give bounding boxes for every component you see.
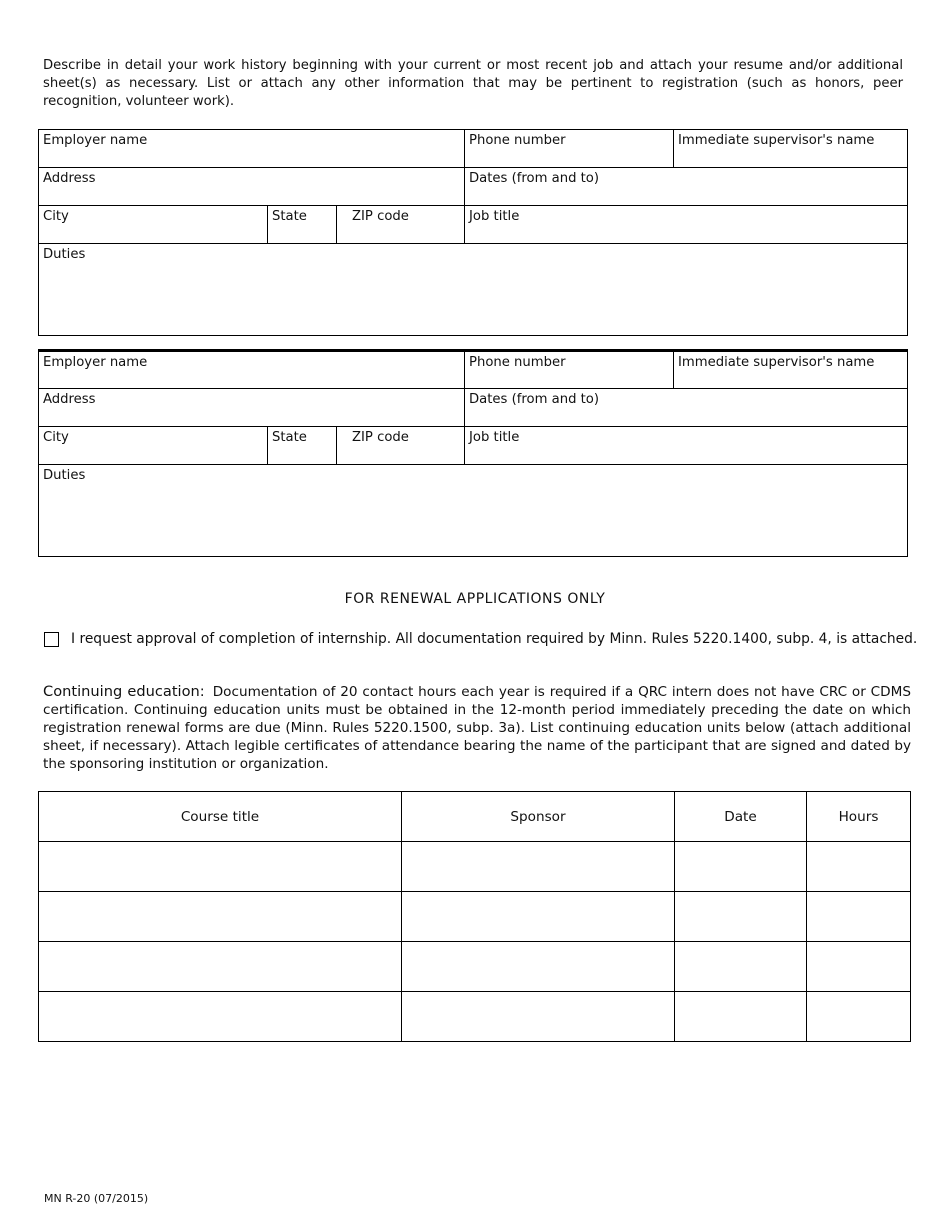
table-row (39, 992, 911, 1042)
state-field[interactable] (268, 206, 337, 244)
sponsor-header: Sponsor (402, 792, 675, 842)
sponsor-cell[interactable] (402, 892, 675, 942)
zip-label: ZIP code (352, 430, 409, 445)
address-field[interactable] (39, 168, 465, 206)
course-table-header (39, 792, 911, 842)
employer-name-label: Employer name (43, 355, 148, 370)
internship-approval-checkbox[interactable] (44, 632, 59, 647)
employer-name-field[interactable] (39, 351, 465, 389)
renewal-section-title: FOR RENEWAL APPLICATIONS ONLY (344, 591, 606, 607)
employer-name-field[interactable] (39, 130, 465, 168)
employment-block-1 (38, 129, 908, 336)
job-title-field[interactable] (465, 206, 908, 244)
internship-approval-label: I request approval of completion of internship. All documentation required by Minn. Rules 5220.1400, subp. 4, is attached. (71, 631, 918, 647)
date-cell[interactable] (675, 942, 807, 992)
date-cell[interactable] (675, 842, 807, 892)
job-title-field[interactable] (465, 427, 908, 465)
table-row (39, 892, 911, 942)
date-header: Date (675, 792, 807, 842)
hours-cell[interactable] (807, 992, 911, 1042)
zip-field[interactable] (337, 427, 465, 465)
course-title-cell[interactable] (39, 842, 402, 892)
date-cell[interactable] (675, 892, 807, 942)
city-field[interactable] (39, 427, 268, 465)
supervisor-label: Immediate supervisor's name (678, 355, 875, 370)
continuing-education-description: Documentation of 20 contact hours each year is required if a QRC intern does not have CRC or CDMS certification. Continuing education units must be obtained in the 12-month period immediately preceding the date on which registration renewal forms are due (Minn. Rules 5220.1500, subp. 3a). List continuing education units below (attach additional sheet, if necessary). Attach legible certificates of attendance bearing the name of the participant that are signed and dated by the sponsoring institution or organization. (43, 684, 911, 772)
state-label: State (272, 209, 307, 224)
date-cell[interactable] (675, 992, 807, 1042)
address-field[interactable] (39, 389, 465, 427)
duties-field[interactable] (39, 244, 908, 336)
duties-label: Duties (43, 468, 86, 483)
course-title-cell[interactable] (39, 942, 402, 992)
job-title-label: Job title (469, 209, 520, 224)
hours-header: Hours (807, 792, 911, 842)
continuing-education-text (43, 683, 911, 773)
city-label: City (43, 430, 69, 445)
address-label: Address (43, 171, 96, 186)
phone-number-field[interactable] (465, 351, 674, 389)
hours-cell[interactable] (807, 892, 911, 942)
phone-number-label: Phone number (469, 133, 566, 148)
course-title-header: Course title (39, 792, 402, 842)
form-id-footer: MN R-20 (07/2015) (44, 1192, 149, 1205)
dates-field[interactable] (465, 389, 908, 427)
hours-cell[interactable] (807, 842, 911, 892)
sponsor-cell[interactable] (402, 942, 675, 992)
dates-label: Dates (from and to) (469, 171, 600, 186)
internship-approval-row (44, 631, 924, 647)
sponsor-cell[interactable] (402, 992, 675, 1042)
state-label: State (272, 430, 307, 445)
dates-field[interactable] (465, 168, 908, 206)
table-row (39, 942, 911, 992)
course-title-cell[interactable] (39, 992, 402, 1042)
zip-field[interactable] (337, 206, 465, 244)
sponsor-cell[interactable] (402, 842, 675, 892)
table-row (39, 842, 911, 892)
hours-cell[interactable] (807, 942, 911, 992)
employer-name-label: Employer name (43, 133, 148, 148)
dates-label: Dates (from and to) (469, 392, 600, 407)
duties-label: Duties (43, 247, 86, 262)
duties-field[interactable] (39, 465, 908, 557)
course-title-cell[interactable] (39, 892, 402, 942)
supervisor-field[interactable] (674, 130, 908, 168)
employment-block-2 (38, 349, 908, 557)
city-label: City (43, 209, 69, 224)
phone-number-label: Phone number (469, 355, 566, 370)
supervisor-label: Immediate supervisor's name (678, 133, 875, 148)
phone-number-field[interactable] (465, 130, 674, 168)
instructions-text: Describe in detail your work history beginning with your current or most recent job and attach your resume and/or additional sheet(s) as necessary. List or attach any other information that may be pertinent to registration (such as honors, peer recognition, volunteer work). (43, 58, 903, 109)
supervisor-field[interactable] (674, 351, 908, 389)
job-title-label: Job title (469, 430, 520, 445)
zip-label: ZIP code (352, 209, 409, 224)
course-table (38, 791, 911, 1042)
city-field[interactable] (39, 206, 268, 244)
continuing-education-label: Continuing education: (43, 683, 205, 700)
state-field[interactable] (268, 427, 337, 465)
address-label: Address (43, 392, 96, 407)
